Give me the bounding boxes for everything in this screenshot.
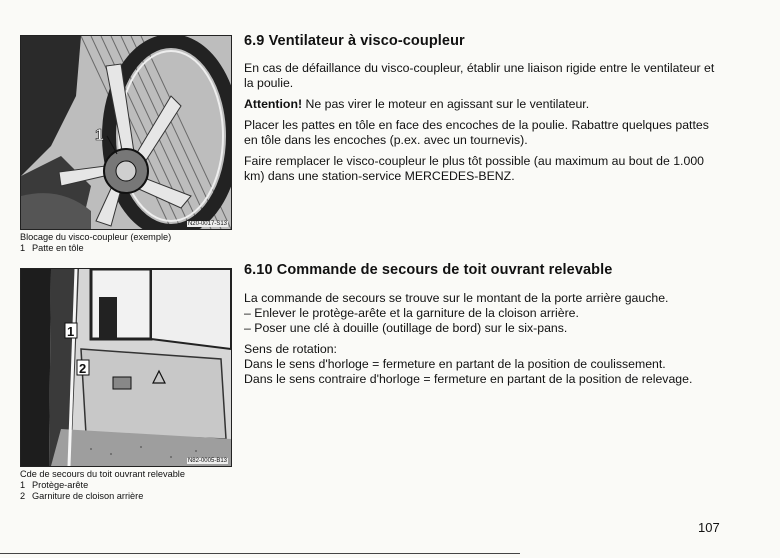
fan-clutch-illustration	[21, 36, 231, 229]
fig2-legend-num: 2	[20, 491, 26, 501]
fig1-legend-num: 1	[20, 243, 26, 253]
fan-clutch-photo	[20, 35, 232, 230]
paragraph: Placer les pattes en tôle en face des encoches de la poulie. Rabattre quelques pattes en tôle dans les encoches (p.ex. avec un tournevis).	[244, 118, 709, 147]
page-number: 107	[698, 520, 720, 535]
section-heading-fan-clutch: 6.9 Ventilateur à visco-coupleur	[244, 33, 465, 49]
rotation-counterclockwise: Dans le sens contraire d'horloge = fermeture en partant de la position de relevage.	[244, 372, 693, 386]
section-fan-clutch-body	[244, 61, 724, 190]
rotation-clockwise: Dans le sens d'horloge = fermeture en partant de la position de coulissement.	[244, 357, 666, 371]
fig1-caption-title: Blocage du visco-coupleur (exemple)	[20, 232, 172, 242]
fig2-legend-num: 1	[20, 480, 26, 490]
paragraph: Faire remplacer le visco-coupleur le plus tôt possible (au maximum au bout de 1.000 km) dans une station-service MERCEDES-BENZ.	[244, 154, 704, 183]
fig2-legend-text: Protège-arête	[32, 480, 89, 490]
fig2-legend-item	[20, 480, 240, 491]
fig2-callout-1: 1	[67, 324, 75, 339]
page-edge-line	[0, 553, 520, 554]
fig1-callout-1: 1	[95, 127, 104, 144]
door-pillar-illustration	[21, 269, 231, 466]
section-heading-emergency-roof: 6.10 Commande de secours de toit ouvrant relevable	[244, 262, 613, 278]
fig2-caption	[20, 469, 240, 502]
section-emergency-roof-body	[244, 291, 724, 387]
fig2-legend-text: Garniture de cloison arrière	[32, 491, 144, 501]
list-item: – Poser une clé à douille (outillage de bord) sur le six-pans.	[244, 321, 568, 335]
rotation-label: Sens de rotation:	[244, 342, 337, 356]
fig1-code: N20-0017-S13	[187, 221, 227, 227]
fig2-callout-2: 2	[79, 361, 87, 376]
attention-text: Ne pas virer le moteur en agissant sur le ventilateur.	[302, 97, 590, 111]
attention-paragraph	[244, 97, 724, 112]
list-item: – Enlever le protège-arête et la garniture de la cloison arrière.	[244, 306, 579, 320]
emergency-roof-control-photo	[20, 268, 232, 467]
paragraph: En cas de défaillance du visco-coupleur, établir une liaison rigide entre le ventilateur et la poulie.	[244, 61, 715, 90]
fig1-legend-item	[20, 243, 240, 254]
fig2-code: N82-0005-B13	[187, 458, 227, 464]
fig2-legend-item	[20, 491, 240, 502]
paragraph: La commande de secours se trouve sur le montant de la porte arrière gauche.	[244, 291, 669, 305]
fig1-legend-text: Patte en tôle	[32, 243, 84, 253]
fig2-caption-title: Cde de secours du toit ouvrant relevable	[20, 469, 185, 479]
fig1-caption	[20, 232, 240, 254]
attention-label: Attention!	[244, 97, 303, 111]
